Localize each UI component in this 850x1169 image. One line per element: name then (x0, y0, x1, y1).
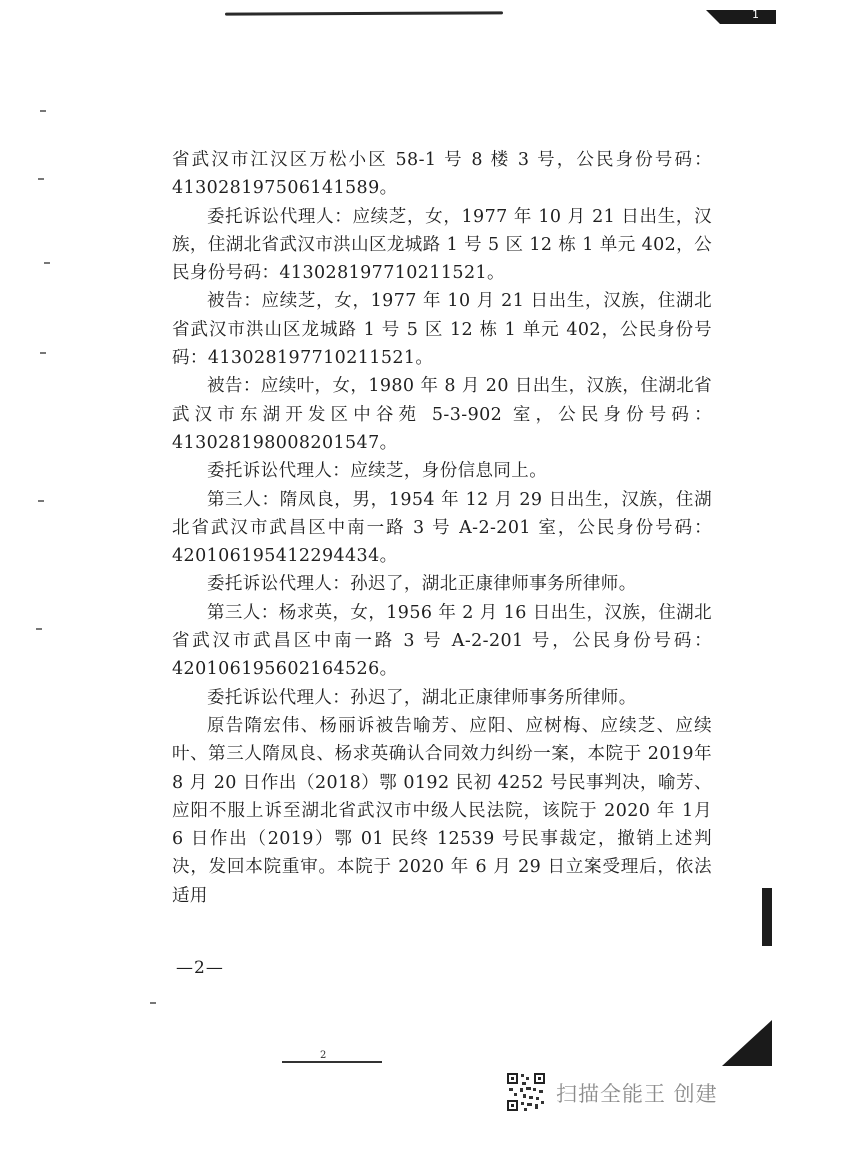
scan-corner-bottom-right (722, 1020, 772, 1066)
paragraph-text-line: 北省武汉市武昌区中南一路 3 号 A-2-201 室，公民身份号码： (172, 517, 712, 538)
paragraph-text-line: 月 6 日作出（2019）鄂 01 民终 12539 号民事裁定，撤销上述判决， (172, 800, 712, 878)
paragraph-text-line: 被告：应续芝，女，1977 年 10 月 21 日出生，汉族，住湖北 (207, 291, 712, 312)
document-paragraph (172, 287, 712, 372)
scan-line-bottom (282, 1061, 382, 1063)
paragraph-text-line: 北省武汉市武昌区中南一路 3 号 A-2-201 号，公民身份号码： (172, 602, 712, 652)
paragraph-text-line: 发回本院重审。本院于 2020 年 6 月 29 日立案受理后，依法适用 (172, 857, 712, 906)
paragraph-text-line: 420106195602164526。 (172, 659, 398, 680)
paragraph-text-line: 族，住湖北省武汉市洪山区龙城路 1 号 5 区 12 栋 1 单元 402，公 (172, 234, 712, 255)
paragraph-text-line: 被告：应续叶，女，1980 年 8 月 20 日出生，汉族，住湖北 (207, 376, 695, 397)
scan-speck (150, 1002, 156, 1004)
document-body (172, 146, 712, 910)
paragraph-text-line: 委托诉讼代理人：应续芝，女，1977 年 10 月 21 日出生，汉 (207, 206, 712, 227)
paragraph-text-line: 第三人：杨求英，女，1956 年 2 月 16 日出生，汉族，住湖 (207, 602, 695, 623)
scan-speck (40, 110, 46, 112)
scan-speck (38, 178, 44, 180)
paragraph-text-line: 委托诉讼代理人：孙迟了，湖北正康律师事务所律师。 (207, 687, 637, 708)
scanner-watermark: 扫描全能王 创建 (556, 1082, 718, 1106)
paragraph-text-line: 委托诉讼代理人：应续芝，身份信息同上。 (207, 461, 548, 482)
paragraph-text-line: 413028197710211521。 (207, 348, 434, 369)
paragraph-text-line: 省武汉市东湖开发区中谷苑 5-3-902 室，公民身份号码： (172, 376, 712, 425)
scan-speck (44, 262, 50, 264)
scan-corner-mark: 1 (752, 8, 759, 21)
document-paragraph (172, 712, 712, 910)
document-paragraph (172, 203, 712, 288)
document-paragraph (172, 457, 712, 485)
qr-code-icon (506, 1072, 546, 1112)
paragraph-text-line: 年 8 月 20 日作出（2018）鄂 0192 民初 4252 号民事判决，喻芳、 (172, 744, 713, 793)
paragraph-text-line: 420106195412294434。 (172, 546, 398, 567)
page-number: —2— (176, 958, 224, 978)
paragraph-text-line: 省武汉市洪山区龙城路 1 号 5 区 12 栋 1 单元 402，公民身份号码： (172, 319, 712, 369)
paragraph-text-line: 续叶、第三人隋凤良、杨求英确认合同效力纠纷一案，本院于 2019 (172, 715, 712, 765)
paragraph-text-line: 应阳不服上诉至湖北省武汉市中级人民法院，该院于 2020 年 1 (172, 800, 694, 821)
scan-speck (38, 500, 44, 502)
paragraph-text-line: 413028198008201547。 (172, 432, 398, 453)
paragraph-text-line: 原告隋宏伟、杨丽诉被告喻芳、应阳、应树梅、应续芝、应 (207, 715, 695, 736)
scan-edge-bar (762, 888, 772, 946)
paragraph-text-line: 413028197506141589。 (172, 178, 398, 199)
document-paragraph (172, 570, 712, 598)
scan-speck (40, 352, 46, 354)
scan-corner-top-right (706, 10, 776, 24)
scan-speck (36, 628, 42, 630)
paragraph-text-line: 委托诉讼代理人：孙迟了，湖北正康律师事务所律师。 (207, 574, 637, 595)
document-paragraph (172, 599, 712, 684)
scan-bottom-mark: 2 (320, 1050, 327, 1061)
document-paragraph (172, 372, 712, 457)
paragraph-text-line: 省武汉市江汉区万松小区 58-1 号 8 楼 3 号，公民身份号码： (172, 150, 712, 170)
document-paragraph (172, 486, 712, 571)
document-paragraph (172, 684, 712, 712)
paragraph-text-line: 民身份号码：413028197710211521。 (172, 263, 505, 284)
document-paragraph (172, 146, 712, 203)
scan-line-top (225, 11, 503, 15)
paragraph-text-line: 第三人：隋凤良，男，1954 年 12 月 29 日出生，汉族，住湖 (207, 489, 712, 510)
